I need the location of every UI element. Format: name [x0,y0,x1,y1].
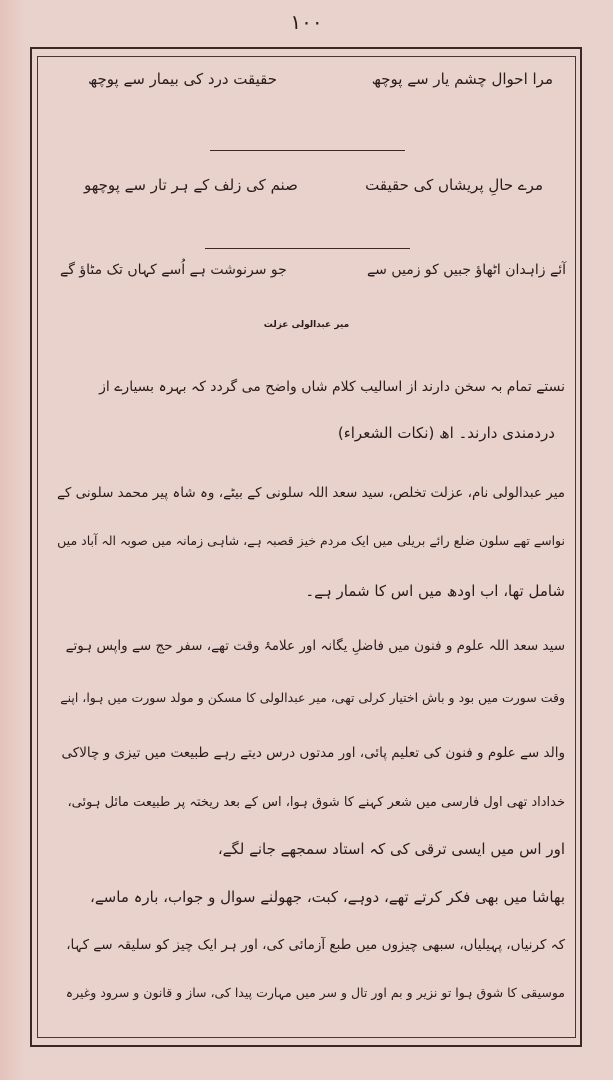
separator-line-2 [205,248,410,249]
page-edge-shadow [0,0,26,1080]
page-number: ۱۰۰ [290,10,323,34]
prose-line-3: میر عبدالولی نام، عزلت تخلص، سید سعد اللہ سلونی کے بیٹے، وہ شاہ پیر محمد سلونی کے [56,485,565,501]
couplet-2-left: صنم کی زلف کے ہر تار سے پوچھو [84,176,298,194]
section-heading: میر عبدالولی عزلت [263,320,350,330]
prose-line-11: بھاشا میں بھی فکر کرتے تھے، دوہے، کبت، جھولنے سوال و جواب، بارہ ماسے، [90,888,565,906]
couplet-1-right: مرا احوال چشم یار سے پوچھ [371,70,553,88]
prose-line-10: اور اس میں ایسی ترقی کی کہ استاد سمجھے جانے لگے، [217,840,565,858]
prose-line-12: کہ کرنیاں، پہیلیاں، سبھی چیزوں میں طبع آزمائی کی، اور ہر ایک چیز کو سلیقہ سے کہا، [66,937,565,953]
separator-line-1 [210,150,405,151]
prose-line-1: نستے تمام بہ سخن دارند از اسالیب کلام شاں واضح می گردد کہ بہرہ بسیارے از [99,379,565,395]
couplet-1-left: حقیقت درد کی بیمار سے پوچھ [88,70,278,88]
prose-line-4: نواسے تھے سلون ضلع رائے بریلی میں ایک مردم خیز قصبہ ہے، شاہی زمانہ میں صوبہ الہ آباد میں [57,533,565,548]
prose-line-13: موسیقی کا شوق ہوا تو نزیر و بم اور تال و سر میں مہارت پیدا کی، ساز و قانون و سرود وغیرہ [65,985,565,1000]
prose-line-8: والد سے علوم و فنون کی تعلیم پائی، اور مدتوں درس دیتے رہے طبیعت میں تیزی و چالاکی [61,745,565,761]
couplet-3-right: آئے زاہدان اٹھاؤ جبیں کو زمیں سے [366,262,566,278]
couplet-2-right: مرے حالِ پریشاں کی حقیقت [365,176,543,194]
prose-line-2: دردمندی دارند۔ اھ (نکات الشعراء) [337,424,555,442]
prose-line-6: سید سعد اللہ علوم و فنون میں فاضلِ یگانہ اور علامۂ وقت تھے، سفر حج سے واپس ہوتے [65,638,565,654]
prose-line-9: خداداد تھی اول فارسی میں شعر کہنے کا شوق ہوا، اس کے بعد ریختہ پر طبیعت مائل ہوئی، [67,795,565,810]
couplet-3-left: جو سرنوشت ہے اُسے کہاں تک مٹاؤ گے [60,262,287,278]
prose-line-5: شامل تھا، اب اودھ میں اس کا شمار ہے۔ [305,582,565,600]
prose-line-7: وقت سورت میں بود و باش اختیار کرلی تھی، میر عبدالولی کا مسکن و مولد سورت میں ہوا، اپنے [60,690,565,705]
